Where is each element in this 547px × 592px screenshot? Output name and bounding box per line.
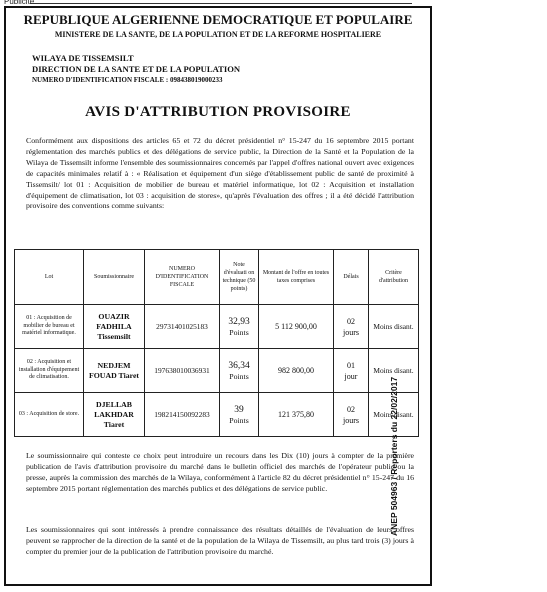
lot-cell: 01 : Acquisition de mobilier de bureau et matériel informatique. [15, 305, 84, 349]
critere-cell: Moins disant. [369, 393, 419, 437]
critere-cell: Moins disant. [369, 305, 419, 349]
anep-reference: ANEP 504963 / Reporters du 22/02/2017 [389, 376, 399, 536]
ministry-title: MINISTERE DE LA SANTE, DE LA POPULATION ET DE LA REFORME HOSPITALIERE [54, 30, 382, 39]
republic-title: REPUBLIQUE ALGERIENNE DEMOCRATIQUE ET POPULAIRE [23, 12, 413, 27]
attribution-table [14, 249, 419, 437]
table-row [15, 305, 419, 349]
note-unit: Points [229, 371, 249, 381]
table-row [15, 393, 419, 437]
note-value: 32,93 [228, 316, 250, 327]
col-soumissionnaire: Soumissionnaire [84, 250, 145, 305]
table-header-row [15, 250, 419, 305]
table-row [15, 349, 419, 393]
col-delais: Délais [334, 250, 369, 305]
delai-value: 02 [347, 316, 355, 326]
delai-value: 02 [347, 404, 355, 414]
recours-paragraph: Le soumissionnaire qui conteste ce choix peut introduire un recours dans les Dix (10) jours à compter de la première publication de l'avis d'attribution provisoire du marché dans le bulletin officiel des marchés de l'opérateur public ou la presse, auprès la commission des marchés de la Wilaya, conformément à l'article 82 du décret présidentiel n° 15-247 du 16 septembre 2015 portant réglementation des marchés publics et des délégations de service public. [26, 451, 414, 493]
publicite-tag: Publicité [4, 0, 35, 6]
note-cell [220, 349, 259, 393]
nif-cell: 197638010036931 [145, 349, 220, 393]
delai-unit: jour [344, 371, 358, 381]
intro-paragraph: Conformément aux dispositions des articles 65 et 72 du décret présidentiel n° 15-247 du 16 septembre 2015 portant réglementation des marchés publics et des délégations de service public, la Direction de la Santé et la Population de la Wilaya de Tissemsilt informe l'ensemble des soumissionnaires concernés par l'appel d'offres national ouvert avec exigences de capacités minimales relatif à : « Réalisation et équipement d'un siège d'établissement public de santé de proximité à Tissemsilt/ lot 01 : Acquisition de mobilier de bureau et matériel informatique, lot 02 : Acquisition et installation d'équipement de climatisation, lot 03 : acquisition de stores», qu'après l'évaluation des offres ; il a été décidé l'attribution provisoire des conventions comme suivants: [26, 136, 414, 211]
top-rule [30, 3, 412, 4]
montant-cell: 121 375,80 [259, 393, 334, 437]
montant-cell: 5 112 900,00 [259, 305, 334, 349]
resultats-paragraph: Les soumissionnaires qui sont intéressés à prendre connaissance des résultats détaillés de l'évaluation de leurs offres peuvent se rapprocher de la direction de la santé et de la population de la Wilaya de Tissemsilt, au plus tard trois (3) jours à compter du premier jour de la publication de l'attribution provisoire du marché. [26, 525, 414, 556]
wilaya-line: WILAYA DE TISSEMSILT [32, 53, 134, 63]
soumissionnaire-cell: OUAZIR FADHILA Tissemsilt [84, 305, 145, 349]
delai-cell [334, 349, 369, 393]
note-unit: Points [229, 327, 249, 337]
note-cell [220, 393, 259, 437]
delai-unit: jours [343, 327, 359, 337]
col-nif: NUMERO D'IDENTIFICATION FISCALE [145, 250, 220, 305]
direction-line: DIRECTION DE LA SANTE ET DE LA POPULATION [32, 64, 241, 74]
critere-cell: Moins disant. [369, 349, 419, 393]
delai-cell [334, 393, 369, 437]
avis-title: AVIS D'ATTRIBUTION PROVISOIRE [85, 104, 351, 120]
notice-frame [4, 6, 432, 586]
lot-cell: 03 : Acquisition de store. [15, 393, 84, 437]
col-note: Note d'évaluati on technique (50 points) [220, 250, 259, 305]
note-unit: Points [229, 415, 249, 425]
nif-line: NUMERO D'IDENTIFICATION FISCALE : 098438019000233 [32, 76, 223, 84]
nif-cell: 29731401025183 [145, 305, 220, 349]
note-cell [220, 305, 259, 349]
montant-cell: 982 800,00 [259, 349, 334, 393]
delai-unit: jours [343, 415, 359, 425]
lot-cell: 02 : Acquisition et installation d'équipement de climatisation. [15, 349, 84, 393]
soumissionnaire-cell: DJELLAB LAKHDAR Tiaret [84, 393, 145, 437]
nif-cell: 198214150092283 [145, 393, 220, 437]
soumissionnaire-cell: NEDJEM FOUAD Tiaret [84, 349, 145, 393]
note-value: 39 [234, 404, 244, 415]
delai-value: 01 [347, 360, 355, 370]
delai-cell [334, 305, 369, 349]
col-montant: Montant de l'offre en toutes taxes comprises [259, 250, 334, 305]
note-value: 36,34 [228, 360, 250, 371]
col-lot: Lot [15, 250, 84, 305]
col-critere: Critère d'attribution [369, 250, 419, 305]
